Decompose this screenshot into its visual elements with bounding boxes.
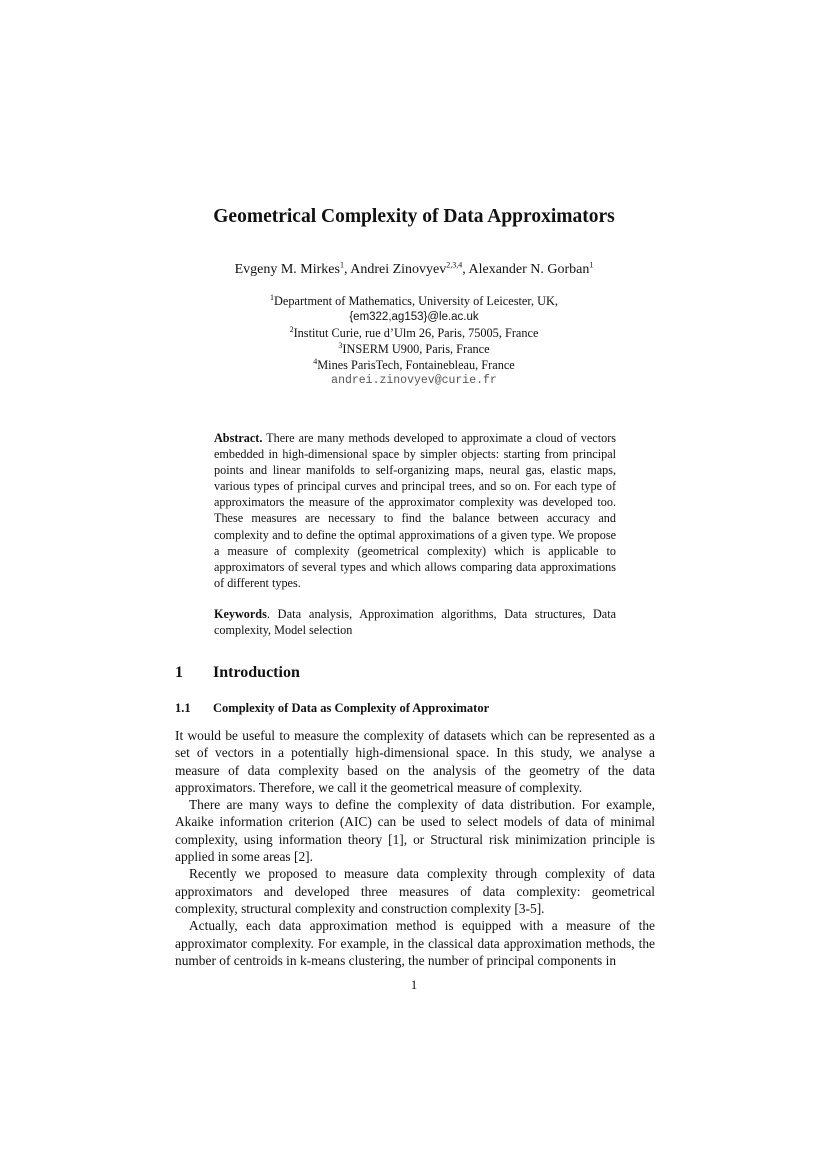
affiliation-2 (0, 325, 828, 341)
paragraph: There are many ways to define the complexity of data distribution. For example, Akaike information criterion (AIC) can be used to select models of data of minimal complexity, using information theory [1], or Structural risk minimization principle is applied in some areas [2]. (175, 797, 655, 865)
section-title: Introduction (213, 664, 300, 681)
author-email-curie: andrei.zinovyev@curie.fr (331, 374, 497, 387)
affil-mark: 2 (289, 324, 294, 334)
author-affil-mark: 1 (589, 260, 594, 270)
abstract (214, 430, 616, 591)
affiliation-3 (0, 341, 828, 357)
subsection-title: Complexity of Data as Complexity of Approximator (213, 701, 490, 715)
affil-text: INSERM U900, Paris, France (342, 342, 490, 356)
keyword-first: Data analysis (277, 607, 350, 621)
affiliation-4 (0, 357, 828, 373)
affiliation-1 (0, 293, 828, 309)
author-name: Evgeny M. Mirkes (234, 262, 340, 277)
affil-text: Department of Mathematics, University of Leicester, UK, (274, 294, 558, 308)
affiliations (0, 293, 828, 389)
affil-text: Mines ParisTech, Fontainebleau, France (317, 358, 515, 372)
subsection-heading (175, 701, 489, 716)
abstract-text: There are many methods developed to approximate a cloud of vectors embedded in high-dimensional space by simpler objects: starting from principal points and linear manifolds to self-organizing maps, neural gas, elastic maps, various types of principal curves and principal trees, and so on. For each type of approximators the measure of the approximator complexity was developed too. These measures are necessary to find the balance between accuracy and complexity and to define the optimal approximations of a given type. We propose a measure of complexity (geometrical complexity) which is applicable to approximators of several types and which allows comparing data approximations of different types. (214, 431, 616, 590)
affil-mark: 4 (313, 356, 318, 366)
author-list (0, 262, 828, 278)
affil-text: Institut Curie, rue d’Ulm 26, Paris, 75005, France (293, 326, 539, 340)
keywords (214, 606, 616, 638)
abstract-label: Abstract. (214, 431, 263, 445)
body-text (175, 727, 655, 969)
page-number: 1 (410, 977, 418, 992)
author-affil-mark: 1 (339, 260, 344, 270)
affil-mark: 1 (270, 292, 275, 302)
keywords-separator: . (266, 607, 278, 621)
section-heading (175, 664, 300, 682)
author-separator: , (462, 262, 469, 277)
author-affil-mark: 2,3,4 (446, 260, 463, 270)
paper-title: Geometrical Complexity of Data Approximators (213, 206, 615, 227)
author-separator: , (343, 262, 351, 277)
subsection-number: 1.1 (175, 701, 191, 715)
author-name: Alexander N. Gorban (468, 262, 590, 277)
keyword-rest: , Approximation algorithms, Data structures, Data complexity, Model selection (214, 607, 617, 638)
paragraph: Recently we proposed to measure data complexity through complexity of data approximators and developed three measures of data complexity: geometrical complexity, structural complexity and construction complexity [3-5]. (175, 866, 655, 916)
paragraph: Actually, each data approximation method is equipped with a measure of the approximator complexity. For example, in the classical data approximation methods, the number of centroids in k-means clustering, the number of principal components in (175, 918, 655, 968)
author-name: Andrei Zinovyev (350, 262, 447, 277)
author-email-leicester: {em322,ag153}@le.ac.uk (349, 311, 479, 323)
section-number: 1 (175, 664, 183, 681)
keywords-label: Keywords (214, 607, 267, 621)
paragraph: It would be useful to measure the complexity of datasets which can be represented as a set of vectors in a potentially high-dimensional space. In this study, we analyse a measure of data complexity based on the analysis of the geometry of the data approximators. Therefore, we call it the geometrical measure of complexity. (175, 728, 655, 795)
affil-mark: 3 (338, 340, 343, 350)
